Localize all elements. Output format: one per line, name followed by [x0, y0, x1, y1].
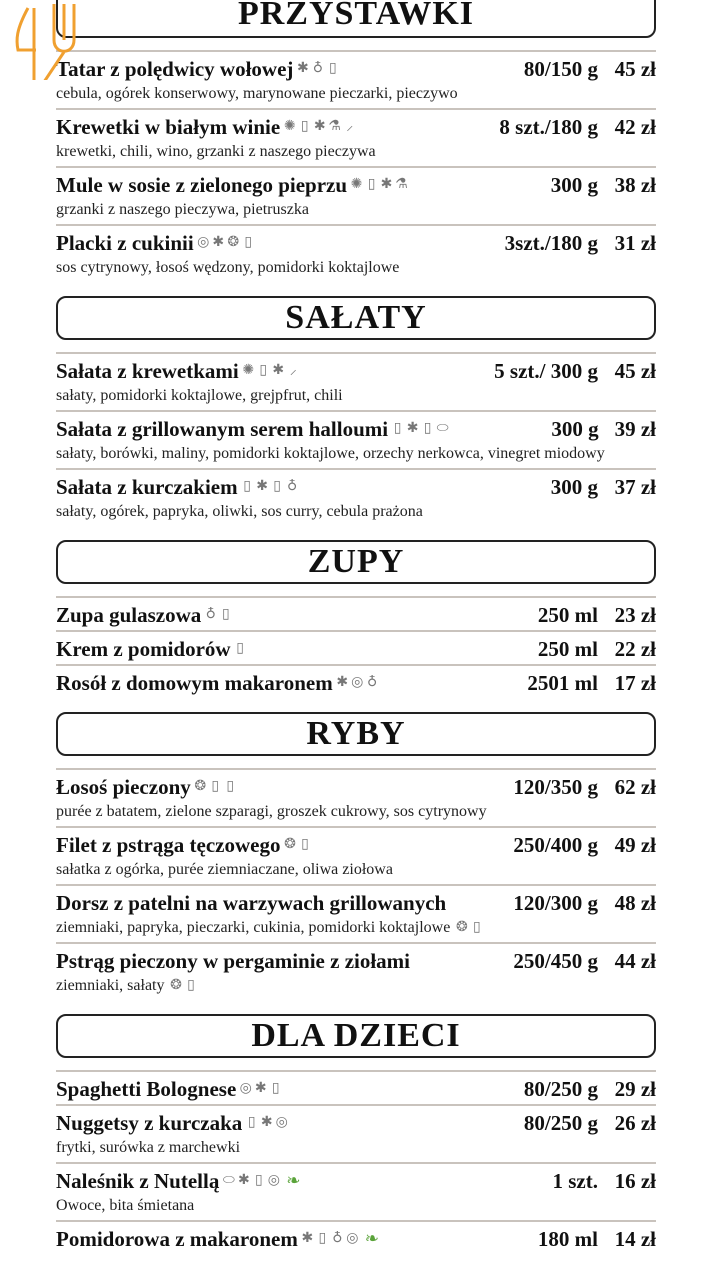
allergen-icon: ▯: [243, 479, 251, 494]
item-name: [56, 670, 448, 696]
item-name: [56, 948, 448, 974]
menu-item: [56, 664, 656, 698]
item-name: [56, 1076, 448, 1102]
item-weight: 250/400 g: [513, 833, 598, 857]
item-name-text: Placki z cukinii: [56, 231, 194, 255]
allergen-icon: ⬭: [436, 421, 449, 436]
allergen-icon: ⸝: [289, 363, 297, 378]
allergen-icon: ✱: [237, 1173, 250, 1188]
allergen-icon: ❂: [227, 235, 240, 250]
menu-item: [56, 1162, 656, 1220]
item-weight: 80/250 g: [523, 1077, 598, 1101]
item-weight: 1 szt.: [552, 1169, 598, 1193]
menu-item: [56, 166, 656, 224]
allergen-icon: ♁: [286, 479, 298, 494]
item-name-text: Łosoś pieczony: [56, 775, 191, 799]
allergen-icon: ✱: [297, 61, 309, 76]
allergen-icon: ✱: [380, 177, 393, 192]
item-weight: 120/350 g: [513, 775, 598, 799]
item-name-text: Sałata z kurczakiem: [56, 475, 238, 499]
allergen-icon: ✱: [272, 363, 285, 378]
item-name-text: Pstrąg pieczony w pergaminie z ziołami: [56, 949, 411, 973]
item-name-text: Sałata z krewetkami: [56, 359, 239, 383]
allergen-icons: [295, 59, 340, 79]
menu-item: [56, 1070, 656, 1104]
menu: [56, 0, 656, 1254]
allergen-icons: [335, 673, 380, 693]
item-name-text: Spaghetti Bolognese: [56, 1077, 237, 1101]
allergen-icon: ✺: [242, 363, 255, 378]
allergen-icons: [193, 777, 238, 797]
allergen-icons: [221, 1171, 281, 1191]
allergen-icon: ▯: [244, 235, 253, 250]
allergen-icon: ▯: [367, 177, 376, 192]
allergen-icons: [233, 639, 248, 659]
allergen-icons: [282, 117, 357, 137]
allergen-icon: ✱: [406, 421, 419, 436]
item-name: [56, 890, 448, 916]
allergen-icon: ✱: [254, 1081, 267, 1096]
allergen-icon: ▯: [273, 479, 281, 494]
item-name-text: Nuggetsy z kurczaka: [56, 1111, 243, 1135]
allergen-icon: ❂: [194, 779, 207, 794]
allergen-icon: ♁: [332, 1231, 343, 1246]
allergen-icon: ✱: [212, 235, 225, 250]
item-weight: 2501 ml: [527, 671, 598, 695]
allergen-icon: ◎: [239, 1081, 252, 1096]
item-name: [56, 832, 448, 858]
allergen-icon: ✱: [301, 1231, 314, 1246]
section-header: ZUPY: [56, 540, 656, 584]
item-name: [56, 602, 448, 628]
allergen-icons: [238, 1079, 283, 1099]
item-description: sałatka z ogórka, purée ziemniaczane, oliwa ziołowa: [56, 861, 393, 878]
allergen-icon: ◎: [351, 675, 364, 690]
item-weight: 8 szt./180 g: [499, 115, 598, 139]
allergen-icon: ▯: [472, 920, 481, 936]
item-name: [56, 172, 448, 198]
item-price: 37 zł: [614, 475, 656, 499]
allergen-icon: ❂: [284, 837, 296, 852]
item-name-text: Pomidorowa z makaronem: [56, 1227, 298, 1251]
allergen-icon: ▯: [226, 779, 235, 794]
menu-item: [56, 50, 656, 108]
item-name: [56, 230, 448, 256]
allergen-icon: ✱: [260, 1115, 273, 1130]
allergen-icon: ❧: [364, 1229, 379, 1248]
allergen-icon: ♁: [205, 607, 216, 622]
allergen-icons: [283, 835, 313, 855]
item-weight: 250 ml: [537, 637, 598, 661]
item-description: sałaty, pomidorki koktajlowe, grejpfrut, chili: [56, 387, 343, 404]
item-price: 23 zł: [614, 603, 656, 627]
menu-item: [56, 1104, 656, 1162]
allergen-icons: [390, 419, 450, 439]
item-description: grzanki z naszego pieczywa, pietruszka: [56, 201, 309, 218]
allergen-icon: ⚗: [328, 119, 341, 134]
allergen-icon: ♁: [312, 61, 324, 76]
restaurant-logo-fork-icon: [14, 0, 84, 80]
menu-item: [56, 1220, 656, 1254]
allergen-icon: ◎: [267, 1173, 280, 1188]
menu-item: [56, 108, 656, 166]
item-name-text: Krem z pomidorów: [56, 637, 231, 661]
allergen-icon: ◎: [346, 1231, 359, 1246]
item-price: 31 zł: [614, 231, 656, 255]
allergen-icon: ◎: [275, 1115, 288, 1130]
item-weight: 180 ml: [537, 1227, 598, 1251]
section-header: PRZYSTAWKI: [56, 0, 656, 38]
allergen-icon: ▯: [423, 421, 432, 436]
menu-item: [56, 630, 656, 664]
item-price: 39 zł: [614, 417, 656, 441]
item-price: 42 zł: [614, 115, 656, 139]
item-name-text: Sałata z grillowanym serem halloumi: [56, 417, 389, 441]
item-price: 26 zł: [614, 1111, 656, 1135]
item-description: sałaty, ogórek, papryka, oliwki, sos curry, cebula prażona: [56, 503, 423, 520]
allergen-icon: ❂: [170, 978, 182, 994]
item-weight: 3szt./180 g: [504, 231, 598, 255]
menu-item: [56, 768, 656, 826]
allergen-icon: ❧: [286, 1171, 301, 1190]
section-header: DLA DZIECI: [56, 1014, 656, 1058]
allergen-icon: ▯: [211, 779, 220, 794]
menu-item: [56, 942, 656, 1000]
item-description: sos cytrynowy, łosoś wędzony, pomidorki koktajlowe: [56, 259, 400, 276]
allergen-icon: ✱: [336, 675, 349, 690]
vegetarian-leaf-icon: [362, 1229, 382, 1249]
item-weight: 250/450 g: [513, 949, 598, 973]
allergen-icon: ⬭: [222, 1173, 235, 1188]
item-name: [56, 1110, 448, 1136]
item-price: 44 zł: [614, 949, 656, 973]
item-weight: 300 g: [550, 173, 598, 197]
item-price: 49 zł: [614, 833, 656, 857]
allergen-icon: ▯: [236, 641, 244, 656]
allergen-icon: ▯: [259, 363, 268, 378]
allergen-icon: ◎: [197, 235, 210, 250]
item-price: 62 zł: [614, 775, 656, 799]
allergen-icons: [196, 233, 256, 253]
allergen-icon: ✱: [313, 119, 326, 134]
allergen-icons: [203, 605, 233, 625]
allergen-icon: ⚗: [395, 177, 408, 192]
vegetarian-leaf-icon: [283, 1171, 303, 1191]
item-weight: 250 ml: [537, 603, 598, 627]
menu-item: [56, 352, 656, 410]
item-description: frytki, surówka z marchewki: [56, 1139, 241, 1156]
allergen-icons: [241, 361, 301, 381]
item-price: 17 zł: [614, 671, 656, 695]
menu-item: [56, 826, 656, 884]
item-price: 48 zł: [614, 891, 656, 915]
item-name-text: Tatar z polędwicy wołowej: [56, 57, 294, 81]
allergen-icon: ⸝: [346, 119, 354, 134]
allergen-icon: ▯: [393, 421, 402, 436]
allergen-icon: ♁: [367, 675, 378, 690]
item-price: 16 zł: [614, 1169, 656, 1193]
allergen-icon: ✱: [256, 479, 268, 494]
item-price: 14 zł: [614, 1227, 656, 1251]
item-name-text: Mule w sosie z zielonego pieprzu: [56, 173, 348, 197]
item-weight: 120/300 g: [513, 891, 598, 915]
menu-item: [56, 410, 656, 468]
allergen-icon: ▯: [271, 1081, 280, 1096]
allergen-icon: ▯: [254, 1173, 263, 1188]
section-header: RYBY: [56, 712, 656, 756]
item-description: ziemniaki, sałaty ❂ ▯: [56, 974, 656, 998]
allergen-icons: [244, 1113, 289, 1133]
item-name: [56, 1226, 448, 1252]
menu-item: [56, 468, 656, 526]
item-name: [56, 358, 448, 384]
item-name: [56, 416, 450, 442]
allergen-icon: ▯: [318, 1231, 327, 1246]
item-description: ziemniaki, papryka, pieczarki, cukinia, pomidorki koktajlowe ❂ ▯: [56, 916, 656, 940]
item-description: cebula, ogórek konserwowy, marynowane pieczarki, pieczywo: [56, 85, 458, 102]
item-name-text: Dorsz z patelni na warzywach grillowanych: [56, 891, 447, 915]
item-description: Owoce, bita śmietana: [56, 1197, 195, 1214]
allergen-icon: ▯: [301, 837, 309, 852]
item-weight: 80/250 g: [523, 1111, 598, 1135]
item-description: krewetki, chili, wino, grzanki z naszego pieczywa: [56, 143, 376, 160]
item-weight: 5 szt./ 300 g: [494, 359, 598, 383]
allergen-icons: [349, 175, 409, 195]
item-name: [56, 774, 448, 800]
allergen-icon: ✺: [350, 177, 363, 192]
allergen-icon: ▯: [247, 1115, 256, 1130]
item-description: sałaty, borówki, maliny, pomidorki koktajlowe, orzechy nerkowca, vinegret miodowy: [56, 445, 605, 462]
item-description: purée z batatem, zielone szparagi, groszek cukrowy, sos cytrynowy: [56, 803, 487, 820]
item-weight: 300 g: [550, 475, 598, 499]
item-name-text: Zupa gulaszowa: [56, 603, 202, 627]
item-price: 29 zł: [614, 1077, 656, 1101]
allergen-icon: ✺: [283, 119, 296, 134]
item-name-text: Rosół z domowym makaronem: [56, 671, 333, 695]
section-header: SAŁATY: [56, 296, 656, 340]
item-name: [56, 114, 448, 140]
item-weight: 300 g: [551, 417, 599, 441]
item-price: 45 zł: [614, 359, 656, 383]
allergen-icons: [240, 477, 300, 497]
allergen-icon: ❂: [455, 920, 468, 936]
menu-item: [56, 224, 656, 282]
allergen-icon: ▯: [187, 978, 195, 994]
item-name: [56, 1168, 448, 1194]
allergen-icon: ▯: [221, 607, 230, 622]
menu-item: [56, 596, 656, 630]
item-name-text: Naleśnik z Nutellą: [56, 1169, 220, 1193]
allergen-icons: [300, 1229, 360, 1249]
item-name-text: Krewetki w białym winie: [56, 115, 281, 139]
item-price: 38 zł: [614, 173, 656, 197]
item-name-text: Filet z pstrąga tęczowego: [56, 833, 281, 857]
item-name: [56, 636, 448, 662]
allergen-icon: ▯: [300, 119, 309, 134]
menu-item: [56, 884, 656, 942]
item-name: [56, 56, 448, 82]
item-price: 45 zł: [614, 57, 656, 81]
allergen-icon: ▯: [329, 61, 337, 76]
item-weight: 80/150 g: [523, 57, 598, 81]
item-price: 22 zł: [614, 637, 656, 661]
item-name: [56, 474, 448, 500]
